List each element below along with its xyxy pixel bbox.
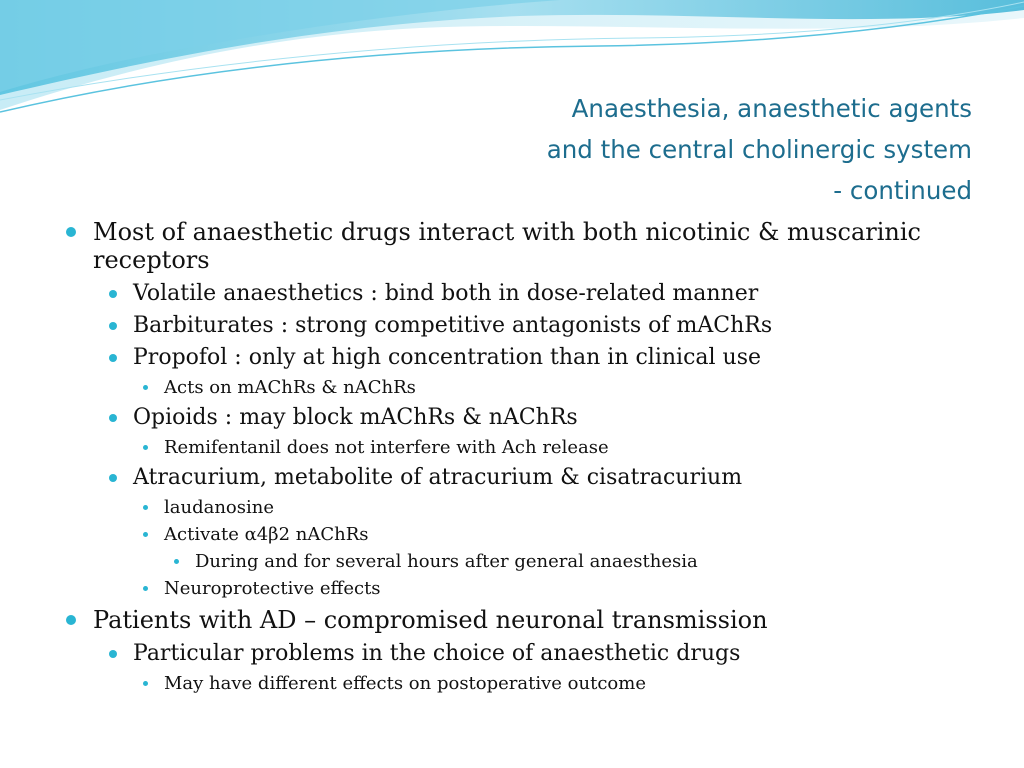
bullet-dot-icon <box>143 681 148 686</box>
list-item: laudanosine <box>164 497 274 519</box>
list-item-continuation: receptors <box>93 246 210 274</box>
bullet-dot-icon <box>143 532 148 537</box>
bullet-dot-icon <box>143 445 148 450</box>
list-item: Remifentanil does not interfere with Ach release <box>164 437 609 459</box>
list-item: Most of anaesthetic drugs interact with both nicotinic & muscarinic <box>93 218 921 246</box>
bullet-dot-icon <box>109 322 117 330</box>
list-item: Particular problems in the choice of anaesthetic drugs <box>133 641 740 667</box>
bullet-dot-icon <box>174 559 179 564</box>
list-item: During and for several hours after general anaesthesia <box>195 551 698 573</box>
list-item: Volatile anaesthetics : bind both in dose-related manner <box>133 281 758 307</box>
title-line-2: and the central cholinergic system <box>546 135 972 164</box>
list-item: Barbiturates : strong competitive antagonists of mAChRs <box>133 313 772 339</box>
list-item: Activate α4β2 nAChRs <box>164 524 369 546</box>
bullet-dot-icon <box>109 650 117 658</box>
list-item: Acts on mAChRs & nAChRs <box>164 377 416 399</box>
list-item: Opioids : may block mAChRs & nAChRs <box>133 405 578 431</box>
bullet-dot-icon <box>143 505 148 510</box>
bullet-dot-icon <box>109 290 117 298</box>
bullet-dot-icon <box>109 474 117 482</box>
title-line-3: - continued <box>833 176 972 205</box>
list-item: Patients with AD – compromised neuronal transmission <box>93 606 768 634</box>
list-item: Neuroprotective effects <box>164 578 381 600</box>
list-item: Propofol : only at high concentration than in clinical use <box>133 345 761 371</box>
title-line-1: Anaesthesia, anaesthetic agents <box>571 94 972 123</box>
bullet-dot-icon <box>109 354 117 362</box>
bullet-dot-icon <box>66 227 76 237</box>
bullet-dot-icon <box>143 385 148 390</box>
bullet-dot-icon <box>109 414 117 422</box>
list-item: Atracurium, metabolite of atracurium & cisatracurium <box>133 465 742 491</box>
bullet-dot-icon <box>66 615 76 625</box>
bullet-dot-icon <box>143 586 148 591</box>
list-item: May have different effects on postoperative outcome <box>164 673 646 695</box>
